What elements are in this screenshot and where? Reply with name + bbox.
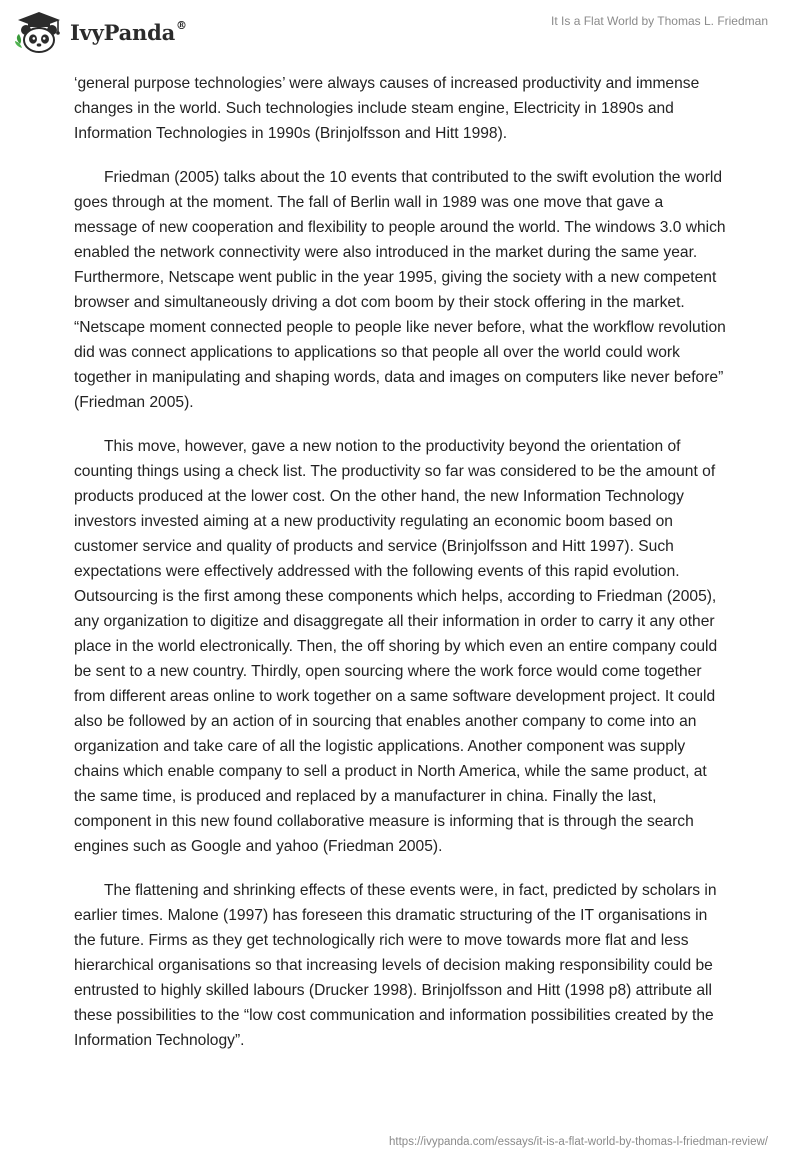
- brand-logo[interactable]: [14, 10, 187, 54]
- registered-mark: ®: [176, 18, 187, 32]
- document-title: It Is a Flat World by Thomas L. Friedman: [551, 14, 768, 28]
- paragraph: ‘general purpose technologies’ were always causes of increased productivity and immense changes in the world. Such technologies include steam engine, Electricity in 1890s and Information Technologies in 1990s (Brinjolfsson and Hitt 1998).: [74, 75, 700, 142]
- paragraph: This move, however, gave a new notion to the productivity beyond the orientation of counting things using a check list. The productivity so far was considered to be the amount of products produced at the lower cost. On the other hand, the new Information Technology investors invested aiming at a new productivity regulating an economic boom based on customer service and quality of products and service (Brinjolfsson and Hitt 1997). Such expectations were effectively addressed with the following events of this rapid evolution. Outsourcing is the first among these components which helps, according to Friedman (2005), any organization to digitize and disaggregate all their information in order to carry it any other place in the world electronically. Then, the off shoring by which even an entire company could be sent to a new country. Thirdly, open sourcing where the work force would come together from different areas online to work together on a same software development project. It could also be followed by an action of in sourcing that enables another company to come into an organization and take care of all the logistic applications. Another component was supply chains which enable company to sell a product in North America, while the same product, at the same time, is produced and replaced by a manufacturer in china. Finally the last, component in this new found collaborative measure is informing that is through the search engines such as Google and yahoo (Friedman 2005).: [74, 438, 718, 855]
- source-url[interactable]: https://ivypanda.com/essays/it-is-a-flat-world-by-thomas-l-friedman-review/: [389, 1136, 768, 1148]
- brand-name: IvyPanda®: [70, 18, 187, 45]
- paragraph: The flattening and shrinking effects of these events were, in fact, predicted by scholars in earlier times. Malone (1997) has foreseen this dramatic structuring of the IT organisations in the future. Firms as they get technologically rich were to move towards more flat and less hierarchical organisations so that increasing levels of decision making responsibility could be entrusted to highly skilled labours (Drucker 1998). Brinjolfsson and Hitt (1998 p8) attribute all these possibilities to the “low cost communication and information possibilities created by the Information Technology”.: [74, 882, 717, 1049]
- paragraph: Friedman (2005) talks about the 10 events that contributed to the swift evolution the world goes through at the moment. The fall of Berlin wall in 1989 was one move that gave a message of new cooperation and flexibility to people around the world. The windows 3.0 which enabled the network connectivity were also introduced in the market during the same year. Furthermore, Netscape went public in the year 1995, giving the society with a new competent browser and simultaneously driving a dot com boom by their stock offering in the market. “Netscape moment connected people to people like never before, what the workflow revolution did was connect applications to applications so that people all over the world could work together in manipulating and shaping words, data and images on computers like never before” (Friedman 2005).: [74, 169, 726, 411]
- essay-body: [74, 71, 728, 1072]
- page-header: [0, 0, 800, 66]
- panda-logo-icon: [14, 10, 64, 54]
